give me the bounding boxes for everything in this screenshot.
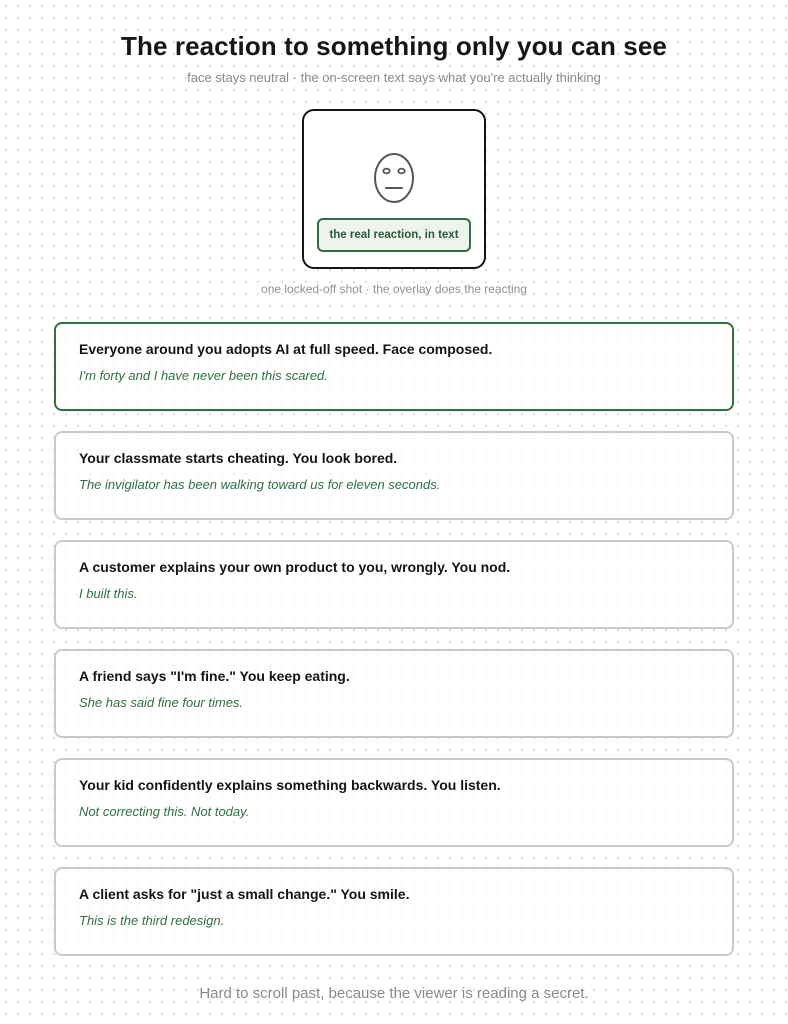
- scenario-setup: Your classmate starts cheating. You look bored.: [79, 450, 398, 466]
- text-overlay-badge: the real reaction, in text: [317, 218, 471, 252]
- page-subtitle: face stays neutral · the on-screen text says what you're actually thinking: [187, 70, 601, 85]
- scenario-thought: I built this.: [79, 586, 138, 601]
- scenario-card[interactable]: [54, 867, 734, 956]
- scenario-thought: This is the third redesign.: [79, 913, 225, 928]
- scenario-setup: A friend says "I'm fine." You keep eating.: [79, 668, 350, 684]
- scenario-thought: The invigilator has been walking toward us for eleven seconds.: [79, 477, 441, 492]
- scenario-card[interactable]: [54, 322, 734, 411]
- scenario-thought: She has said fine four times.: [79, 695, 244, 710]
- scenario-thought: Not correcting this. Not today.: [79, 804, 250, 819]
- preview-frame: [302, 109, 486, 269]
- scenario-list: [54, 322, 734, 976]
- scenario-card[interactable]: [54, 540, 734, 629]
- scenario-card[interactable]: [54, 431, 734, 520]
- scenario-card[interactable]: [54, 649, 734, 738]
- scenario-setup: A customer explains your own product to you, wrongly. You nod.: [79, 559, 511, 575]
- neutral-face-icon: [373, 152, 415, 204]
- scenario-thought: I'm forty and I have never been this scared.: [79, 368, 328, 383]
- footer-note: Hard to scroll past, because the viewer is reading a secret.: [199, 985, 589, 1002]
- page-title: The reaction to something only you can see: [121, 31, 667, 61]
- scenario-card[interactable]: [54, 758, 734, 847]
- scenario-setup: Your kid confidently explains something backwards. You listen.: [79, 777, 501, 793]
- preview-caption: one locked-off shot · the overlay does the reacting: [261, 282, 527, 296]
- scenario-setup: A client asks for "just a small change." You smile.: [79, 886, 410, 902]
- scenario-setup: Everyone around you adopts AI at full speed. Face composed.: [79, 341, 493, 357]
